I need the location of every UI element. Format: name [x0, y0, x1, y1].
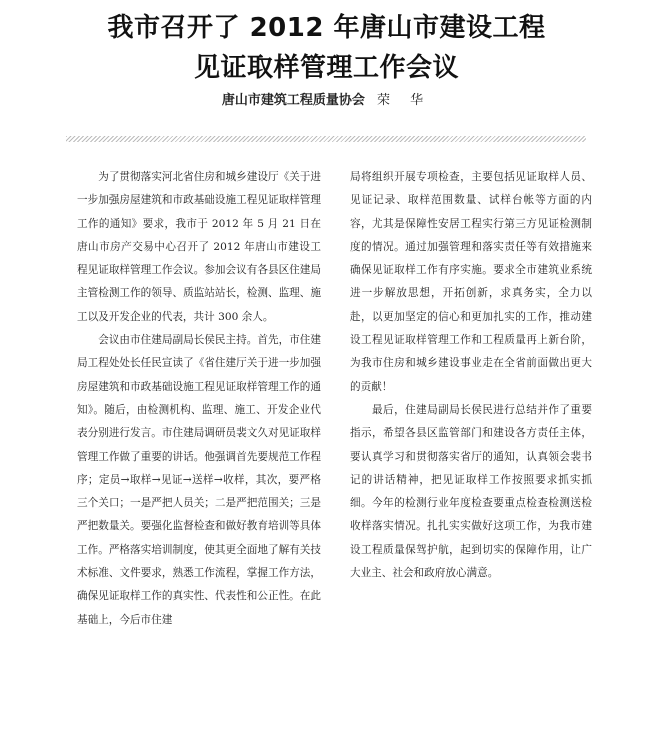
- paragraph: 会议由市住建局副局长侯民主持。首先，市住建局工程处处长任民宣读了《省住建厅关于进一步加强房屋建筑和市政基础设施工程见证取样管理工作的通知》。随后，由检测机构、监理、施工、开发企业代表分别进行发言。市住建局调研员裴文久对见证取样管理工作做了重要的讲话。他强调首先要规范工作程序；定员→取样→见证→送样→收样，其次，要严格三个关口；一是严把人员关；二是严把范围关；三是严把数量关。要强化监督检查和做好教育培训等具体工作。严格落实培训制度，使其更全面地了解有关技术标准、文件要求，熟悉工作流程，掌握工作方法，确保见证取样工作的真实性、代表性和公正性。在此基础上，今后市住建: [77, 334, 321, 626]
- byline: [0, 92, 653, 110]
- paragraph: 局将组织开展专项检查，主要包括见证取样人员、见证记录、取样范围数量、试样台帐等方面的内容，尤其是保障性安居工程实行第三方见证检测制度的情况。通过加强管理和落实责任等有效措施来确保见证取样工作有序实施。要求全市建筑业系统进一步解放思想，开拓创新，求真务实，全力以赴，以更加坚定的信心和更加扎实的工作，推动建设工程见证取样管理工作和工程质量再上新台阶，为我市住房和城乡建设事业走在全省前面做出更大的贡献！: [350, 171, 592, 393]
- left-column: [77, 166, 321, 632]
- author-name: 荣 华: [376, 93, 432, 108]
- article-title: [0, 8, 653, 88]
- title-line-2: 见证取样管理工作会议: [193, 53, 459, 83]
- paragraph: 为了贯彻落实河北省住房和城乡建设厅《关于进一步加强房屋建筑和市政基础设施工程见证取样管理工作的通知》要求，我市于 2012 年 5 月 21 日在唐山市房产交易中心召开了 2012 年唐山市建设工程见证取样管理工作会议。参加会议有各县区住建局主管检测工作的领导、质监站站长，检测、监理、施工以及开发企业的代表，共计 300 余人。: [77, 171, 321, 323]
- right-column: [350, 166, 592, 585]
- paragraph: 最后，住建局副局长侯民进行总结并作了重要指示，希望各县区监管部门和建设各方责任主体，要认真学习和贯彻落实省厅的通知，认真领会裴书记的讲话精神，把见证取样工作按照要求抓实抓细。今年的检测行业年度检查要重点检查检测送检收样落实情况。扎扎实实做好这项工作，为我市建设工程质量保驾护航，起到切实的保障作用，让广大业主、社会和政府放心满意。: [350, 403, 592, 580]
- title-line-1: 我市召开了 2012 年唐山市建设工程: [107, 13, 546, 43]
- hatched-divider: [66, 136, 586, 142]
- author-organization: 唐山市建筑工程质量协会: [221, 93, 365, 108]
